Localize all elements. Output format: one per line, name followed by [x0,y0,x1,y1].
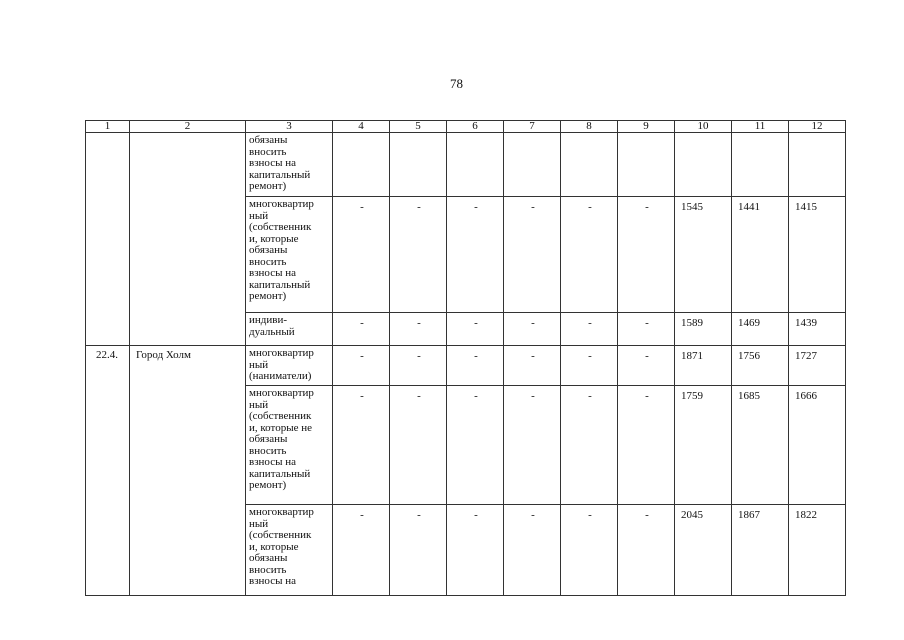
housing-type-line: обязаны [249,552,288,564]
row-code: 22.4. [86,346,130,596]
housing-type-line: ный [249,398,269,411]
dash-cell: - [618,386,675,505]
housing-type-line: многоквартир [249,506,314,518]
housing-type [246,313,333,346]
value-cell: 1756 [732,346,789,386]
dash-cell: - [447,313,504,346]
value-cell: 1871 [675,346,732,386]
column-number: 3 [246,121,333,133]
value-cell: 1589 [675,313,732,346]
column-number: 11 [732,121,789,133]
dash-cell: - [390,505,447,596]
housing-type-line: и, которые [249,540,299,553]
dash-cell: - [333,313,390,346]
housing-type-line: дуальный [249,325,295,338]
value-cell [789,133,846,197]
dash-cell: - [618,505,675,596]
housing-type [246,133,333,197]
column-number: 8 [561,121,618,133]
column-number: 9 [618,121,675,133]
dash-cell: - [390,313,447,346]
value-cell [618,133,675,197]
column-number: 10 [675,121,732,133]
column-number: 1 [86,121,130,133]
value-cell: 1415 [789,197,846,313]
dash-cell: - [618,346,675,386]
housing-type-line: многоквартир [249,387,314,399]
dash-cell: - [333,505,390,596]
housing-type-line: многоквартир [249,347,314,359]
dash-cell: - [561,197,618,313]
dash-cell: - [333,346,390,386]
housing-type-line: капитальный [249,467,311,480]
housing-type [246,386,333,505]
dash-cell: - [504,346,561,386]
tariff-table [85,120,846,596]
value-cell: 1441 [732,197,789,313]
housing-type [246,197,333,313]
value-cell [675,133,732,197]
column-number: 12 [789,121,846,133]
housing-type-line: ный [249,209,269,222]
dash-cell: - [447,386,504,505]
housing-type-line: взносы на [249,267,296,279]
column-number: 4 [333,121,390,133]
dash-cell: - [390,386,447,505]
housing-type-line: взносы на [249,456,296,468]
value-cell: 1759 [675,386,732,505]
dash-cell: - [447,197,504,313]
table-body [86,133,846,596]
housing-type-line: ный [249,358,269,371]
dash-cell: - [447,505,504,596]
housing-type [246,346,333,386]
dash-cell: - [618,313,675,346]
column-number: 2 [130,121,246,133]
value-cell: 1822 [789,505,846,596]
housing-type-line: (собственник [249,221,312,233]
housing-type-line: вносить [249,563,287,576]
housing-type-line: вносить [249,255,287,268]
value-cell: 1439 [789,313,846,346]
column-number: 6 [447,121,504,133]
housing-type-line: обязаны [249,134,288,146]
value-cell: 1666 [789,386,846,505]
settlement-name: Город Холм [130,346,246,596]
dash-cell: - [390,346,447,386]
page-number: 78 [450,76,463,91]
value-cell: 2045 [675,505,732,596]
housing-type-line: взносы на [249,575,296,587]
value-cell [447,133,504,197]
dash-cell: - [333,386,390,505]
value-cell: 1867 [732,505,789,596]
value-cell [561,133,618,197]
value-cell: 1469 [732,313,789,346]
housing-type-line: ремонт) [249,180,287,192]
housing-type-line: многоквартир [249,198,314,210]
housing-type-line: ремонт) [249,290,287,302]
dash-cell: - [390,197,447,313]
value-cell: 1685 [732,386,789,505]
housing-type-line: ремонт) [249,479,287,491]
dash-cell: - [333,197,390,313]
column-number-row [86,121,846,133]
column-number: 5 [390,121,447,133]
row-code [86,133,130,346]
table-row [86,346,846,386]
settlement-name [130,133,246,346]
housing-type-line: вносить [249,145,287,158]
dash-cell: - [561,313,618,346]
dash-cell: - [504,505,561,596]
value-cell [390,133,447,197]
value-cell [732,133,789,197]
housing-type-line: обязаны [249,433,288,445]
housing-type [246,505,333,596]
housing-type-line: (собственник [249,410,312,422]
dash-cell: - [561,505,618,596]
dash-cell: - [504,386,561,505]
dash-cell: - [504,197,561,313]
dash-cell: - [504,313,561,346]
value-cell: 1545 [675,197,732,313]
dash-cell: - [447,346,504,386]
dash-cell: - [561,386,618,505]
housing-type-line: вносить [249,444,287,457]
housing-type-line: индиви- [249,314,288,326]
housing-type-line: капитальный [249,168,311,181]
housing-type-line: взносы на [249,157,296,169]
housing-type-line: капитальный [249,278,311,291]
dash-cell: - [561,346,618,386]
value-cell [333,133,390,197]
housing-type-line: и, которые [249,232,299,245]
value-cell [504,133,561,197]
housing-type-line: ный [249,517,269,530]
housing-type-line: (собственник [249,529,312,541]
housing-type-line: обязаны [249,244,288,256]
value-cell: 1727 [789,346,846,386]
housing-type-line: и, которые не [249,421,312,434]
housing-type-line: (наниматели) [249,370,312,382]
dash-cell: - [618,197,675,313]
column-number: 7 [504,121,561,133]
table-row [86,133,846,197]
